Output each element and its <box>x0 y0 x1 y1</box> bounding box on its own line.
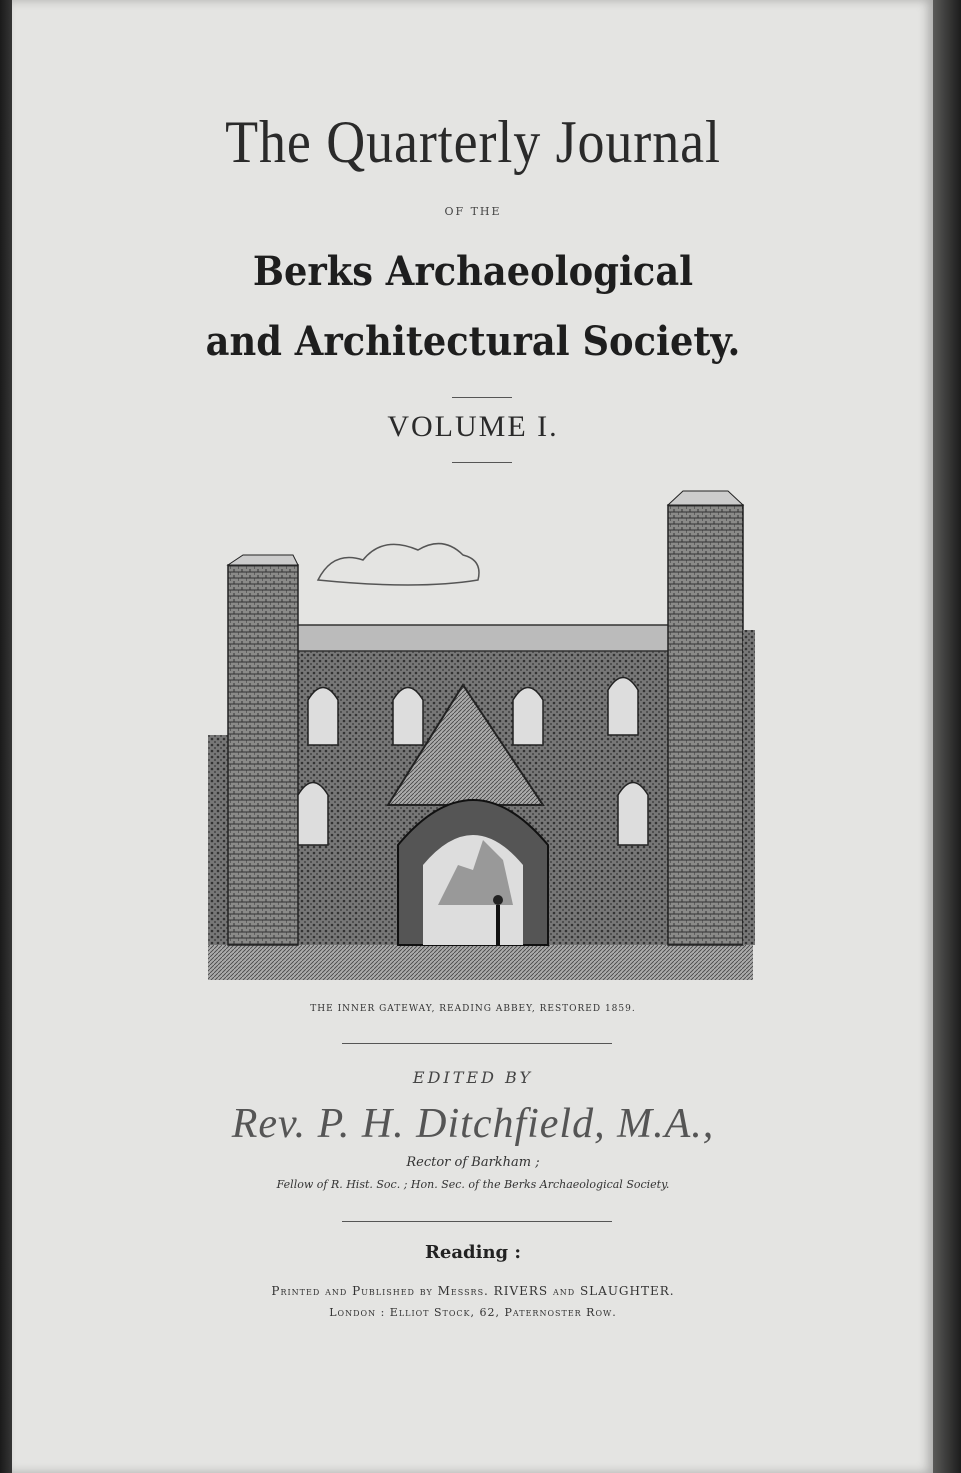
society-name-line-1: Berks Archaeological <box>252 248 694 295</box>
publisher-place: Reading : <box>424 1242 522 1263</box>
engraving-caption: THE INNER GATEWAY, READING ABBEY, RESTORED 1859. <box>310 1004 636 1014</box>
editor-fellow-line: Fellow of R. Hist. Soc. ; Hon. Sec. of the Berks Archaeological Society. <box>276 1178 670 1191</box>
book-spine <box>933 0 961 1473</box>
publisher-line: Printed and Published by Messrs. RIVERS and SLAUGHTER. <box>271 1284 675 1298</box>
edited-by-label: EDITED BY <box>412 1068 534 1087</box>
editor-name: Rev. P. H. Ditchfield, M.A., <box>231 1101 715 1147</box>
divider-rule <box>452 397 512 398</box>
journal-title: The Quarterly Journal <box>225 109 721 175</box>
volume-label: VOLUME I. <box>387 410 559 443</box>
society-name-line-2: and Architectural Society. <box>205 318 741 365</box>
divider-rule <box>342 1043 612 1044</box>
london-distributor-line: London : Elliot Stock, 62, Paternoster Row. <box>329 1306 617 1319</box>
editor-rector-line: Rector of Barkham ; <box>406 1155 540 1170</box>
title-page <box>12 0 934 1473</box>
divider-rule <box>342 1221 612 1222</box>
abbey-gateway-engraving <box>198 485 758 1005</box>
divider-rule <box>452 462 512 463</box>
of-the-text: OF THE <box>444 205 502 218</box>
